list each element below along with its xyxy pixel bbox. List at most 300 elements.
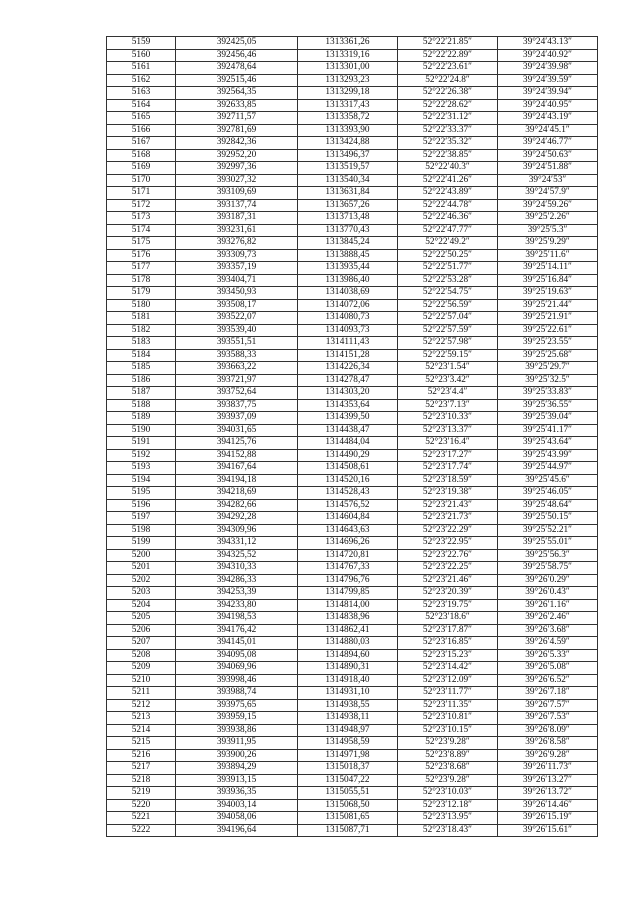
point-number-cell: 5219 — [107, 787, 176, 800]
longitude-cell: 39°25′29.7″ — [498, 362, 598, 375]
x-coordinate-cell: 394095,08 — [176, 649, 298, 662]
x-coordinate-cell: 393187,31 — [176, 212, 298, 225]
x-coordinate-cell: 392425,05 — [176, 37, 298, 50]
latitude-cell: 52°22′56.59″ — [398, 299, 498, 312]
table-row — [107, 537, 598, 550]
x-coordinate-cell: 394145,01 — [176, 637, 298, 650]
longitude-cell: 39°24′43.19″ — [498, 112, 598, 125]
point-number-cell: 5188 — [107, 399, 176, 412]
x-coordinate-cell: 393988,74 — [176, 687, 298, 700]
x-coordinate-cell: 393539,40 — [176, 324, 298, 337]
longitude-cell: 39°24′40.95″ — [498, 99, 598, 112]
y-coordinate-cell: 1314971,98 — [298, 749, 398, 762]
x-coordinate-cell: 392456,46 — [176, 49, 298, 62]
table-row — [107, 249, 598, 262]
table-row — [107, 274, 598, 287]
longitude-cell: 39°24′57.9″ — [498, 187, 598, 200]
latitude-cell: 52°22′35.32″ — [398, 137, 498, 150]
table-row — [107, 599, 598, 612]
latitude-cell: 52°23′8.68″ — [398, 762, 498, 775]
y-coordinate-cell: 1314720,81 — [298, 549, 398, 562]
y-coordinate-cell: 1313361,26 — [298, 37, 398, 50]
x-coordinate-cell: 392564,35 — [176, 87, 298, 100]
y-coordinate-cell: 1314880,03 — [298, 637, 398, 650]
longitude-cell: 39°25′36.55″ — [498, 399, 598, 412]
y-coordinate-cell: 1313293,23 — [298, 74, 398, 87]
point-number-cell: 5191 — [107, 437, 176, 450]
x-coordinate-cell: 393975,65 — [176, 699, 298, 712]
latitude-cell: 52°23′21.43″ — [398, 499, 498, 512]
longitude-cell: 39°25′32.5″ — [498, 374, 598, 387]
longitude-cell: 39°25′33.83″ — [498, 387, 598, 400]
longitude-cell: 39°24′40.92″ — [498, 49, 598, 62]
y-coordinate-cell: 1314111,43 — [298, 337, 398, 350]
point-number-cell: 5167 — [107, 137, 176, 150]
latitude-cell: 52°23′10.15″ — [398, 724, 498, 737]
y-coordinate-cell: 1314226,34 — [298, 362, 398, 375]
x-coordinate-cell: 393508,17 — [176, 299, 298, 312]
latitude-cell: 52°22′40.3″ — [398, 162, 498, 175]
table-row — [107, 612, 598, 625]
point-number-cell: 5222 — [107, 824, 176, 837]
y-coordinate-cell: 1313424,88 — [298, 137, 398, 150]
point-number-cell: 5199 — [107, 537, 176, 550]
x-coordinate-cell: 394253,39 — [176, 587, 298, 600]
point-number-cell: 5183 — [107, 337, 176, 350]
table-row — [107, 124, 598, 137]
point-number-cell: 5220 — [107, 799, 176, 812]
table-row — [107, 499, 598, 512]
x-coordinate-cell: 394031,65 — [176, 424, 298, 437]
y-coordinate-cell: 1313770,43 — [298, 224, 398, 237]
x-coordinate-cell: 393137,74 — [176, 199, 298, 212]
point-number-cell: 5169 — [107, 162, 176, 175]
longitude-cell: 39°25′58.75″ — [498, 562, 598, 575]
point-number-cell: 5187 — [107, 387, 176, 400]
point-number-cell: 5194 — [107, 474, 176, 487]
point-number-cell: 5172 — [107, 199, 176, 212]
point-number-cell: 5206 — [107, 624, 176, 637]
y-coordinate-cell: 1314093,73 — [298, 324, 398, 337]
x-coordinate-cell: 392711,57 — [176, 112, 298, 125]
latitude-cell: 52°23′22.95″ — [398, 537, 498, 550]
x-coordinate-cell: 394325,52 — [176, 549, 298, 562]
y-coordinate-cell: 1314918,40 — [298, 674, 398, 687]
point-number-cell: 5216 — [107, 749, 176, 762]
point-number-cell: 5221 — [107, 812, 176, 825]
longitude-cell: 39°25′5.3″ — [498, 224, 598, 237]
table-row — [107, 449, 598, 462]
longitude-cell: 39°24′43.13″ — [498, 37, 598, 50]
longitude-cell: 39°25′43.99″ — [498, 449, 598, 462]
y-coordinate-cell: 1314799,85 — [298, 587, 398, 600]
table-row — [107, 324, 598, 337]
latitude-cell: 52°22′54.75″ — [398, 287, 498, 300]
y-coordinate-cell: 1315018,37 — [298, 762, 398, 775]
point-number-cell: 5201 — [107, 562, 176, 575]
x-coordinate-cell: 394194,18 — [176, 474, 298, 487]
point-number-cell: 5166 — [107, 124, 176, 137]
y-coordinate-cell: 1314520,16 — [298, 474, 398, 487]
latitude-cell: 52°23′15.23″ — [398, 649, 498, 662]
longitude-cell: 39°24′39.59″ — [498, 74, 598, 87]
table-row — [107, 649, 598, 662]
y-coordinate-cell: 1313319,16 — [298, 49, 398, 62]
point-number-cell: 5193 — [107, 462, 176, 475]
point-number-cell: 5160 — [107, 49, 176, 62]
table-row — [107, 362, 598, 375]
table-row — [107, 137, 598, 150]
y-coordinate-cell: 1314303,20 — [298, 387, 398, 400]
latitude-cell: 52°22′57.98″ — [398, 337, 498, 350]
table-row — [107, 437, 598, 450]
latitude-cell: 52°23′16.85″ — [398, 637, 498, 650]
latitude-cell: 52°23′13.37″ — [398, 424, 498, 437]
point-number-cell: 5180 — [107, 299, 176, 312]
table-row — [107, 399, 598, 412]
latitude-cell: 52°22′47.77″ — [398, 224, 498, 237]
latitude-cell: 52°23′3.42″ — [398, 374, 498, 387]
table-row — [107, 187, 598, 200]
y-coordinate-cell: 1313358,72 — [298, 112, 398, 125]
point-number-cell: 5208 — [107, 649, 176, 662]
x-coordinate-cell: 393913,15 — [176, 774, 298, 787]
x-coordinate-cell: 393752,64 — [176, 387, 298, 400]
table-row — [107, 424, 598, 437]
coordinates-table — [106, 36, 598, 837]
table-row — [107, 374, 598, 387]
point-number-cell: 5168 — [107, 149, 176, 162]
point-number-cell: 5213 — [107, 712, 176, 725]
longitude-cell: 39°24′51.88″ — [498, 162, 598, 175]
longitude-cell: 39°25′56.3″ — [498, 549, 598, 562]
x-coordinate-cell: 393551,51 — [176, 337, 298, 350]
point-number-cell: 5174 — [107, 224, 176, 237]
latitude-cell: 52°23′19.75″ — [398, 599, 498, 612]
y-coordinate-cell: 1313393,90 — [298, 124, 398, 137]
latitude-cell: 52°23′1.54″ — [398, 362, 498, 375]
longitude-cell: 39°24′39.98″ — [498, 62, 598, 75]
latitude-cell: 52°23′18.59″ — [398, 474, 498, 487]
table-row — [107, 774, 598, 787]
x-coordinate-cell: 394198,53 — [176, 612, 298, 625]
coordinates-table-body — [107, 37, 598, 837]
latitude-cell: 52°22′59.15″ — [398, 349, 498, 362]
y-coordinate-cell: 1314948,97 — [298, 724, 398, 737]
longitude-cell: 39°26′15.61″ — [498, 824, 598, 837]
y-coordinate-cell: 1313713,48 — [298, 212, 398, 225]
longitude-cell: 39°24′59.26″ — [498, 199, 598, 212]
y-coordinate-cell: 1313317,43 — [298, 99, 398, 112]
x-coordinate-cell: 393588,33 — [176, 349, 298, 362]
point-number-cell: 5173 — [107, 212, 176, 225]
x-coordinate-cell: 393404,71 — [176, 274, 298, 287]
point-number-cell: 5207 — [107, 637, 176, 650]
latitude-cell: 52°23′12.09″ — [398, 674, 498, 687]
x-coordinate-cell: 394233,80 — [176, 599, 298, 612]
y-coordinate-cell: 1314353,64 — [298, 399, 398, 412]
table-row — [107, 587, 598, 600]
table-row — [107, 199, 598, 212]
point-number-cell: 5202 — [107, 574, 176, 587]
longitude-cell: 39°26′13.27″ — [498, 774, 598, 787]
longitude-cell: 39°26′7.53″ — [498, 712, 598, 725]
table-row — [107, 412, 598, 425]
table-row — [107, 237, 598, 250]
longitude-cell: 39°26′8.58″ — [498, 737, 598, 750]
point-number-cell: 5165 — [107, 112, 176, 125]
point-number-cell: 5195 — [107, 487, 176, 500]
table-row — [107, 62, 598, 75]
x-coordinate-cell: 393938,86 — [176, 724, 298, 737]
longitude-cell: 39°25′41.17″ — [498, 424, 598, 437]
y-coordinate-cell: 1315055,51 — [298, 787, 398, 800]
x-coordinate-cell: 393450,93 — [176, 287, 298, 300]
y-coordinate-cell: 1314796,76 — [298, 574, 398, 587]
latitude-cell: 52°22′21.85″ — [398, 37, 498, 50]
y-coordinate-cell: 1314862,41 — [298, 624, 398, 637]
longitude-cell: 39°26′2.46″ — [498, 612, 598, 625]
table-row — [107, 724, 598, 737]
y-coordinate-cell: 1314151,28 — [298, 349, 398, 362]
table-row — [107, 287, 598, 300]
table-row — [107, 87, 598, 100]
table-row — [107, 549, 598, 562]
table-row — [107, 824, 598, 837]
table-row — [107, 687, 598, 700]
y-coordinate-cell: 1314399,50 — [298, 412, 398, 425]
x-coordinate-cell: 393937,09 — [176, 412, 298, 425]
point-number-cell: 5182 — [107, 324, 176, 337]
table-row — [107, 487, 598, 500]
point-number-cell: 5204 — [107, 599, 176, 612]
table-row — [107, 262, 598, 275]
longitude-cell: 39°24′53″ — [498, 174, 598, 187]
latitude-cell: 52°23′18.43″ — [398, 824, 498, 837]
longitude-cell: 39°25′14.11″ — [498, 262, 598, 275]
longitude-cell: 39°25′19.63″ — [498, 287, 598, 300]
latitude-cell: 52°22′41.26″ — [398, 174, 498, 187]
table-row — [107, 662, 598, 675]
y-coordinate-cell: 1313657,26 — [298, 199, 398, 212]
point-number-cell: 5196 — [107, 499, 176, 512]
y-coordinate-cell: 1313845,24 — [298, 237, 398, 250]
x-coordinate-cell: 393027,32 — [176, 174, 298, 187]
latitude-cell: 52°23′13.95″ — [398, 812, 498, 825]
table-row — [107, 462, 598, 475]
longitude-cell: 39°25′16.84″ — [498, 274, 598, 287]
table-row — [107, 749, 598, 762]
point-number-cell: 5171 — [107, 187, 176, 200]
y-coordinate-cell: 1314938,11 — [298, 712, 398, 725]
table-row — [107, 699, 598, 712]
latitude-cell: 52°23′17.74″ — [398, 462, 498, 475]
x-coordinate-cell: 393663,22 — [176, 362, 298, 375]
latitude-cell: 52°22′51.77″ — [398, 262, 498, 275]
point-number-cell: 5159 — [107, 37, 176, 50]
latitude-cell: 52°23′12.18″ — [398, 799, 498, 812]
latitude-cell: 52°23′21.46″ — [398, 574, 498, 587]
latitude-cell: 52°22′22.89″ — [398, 49, 498, 62]
point-number-cell: 5214 — [107, 724, 176, 737]
y-coordinate-cell: 1314508,61 — [298, 462, 398, 475]
point-number-cell: 5185 — [107, 362, 176, 375]
point-number-cell: 5197 — [107, 512, 176, 525]
y-coordinate-cell: 1314278,47 — [298, 374, 398, 387]
x-coordinate-cell: 392997,36 — [176, 162, 298, 175]
longitude-cell: 39°26′8.09″ — [498, 724, 598, 737]
point-number-cell: 5189 — [107, 412, 176, 425]
y-coordinate-cell: 1314438,47 — [298, 424, 398, 437]
longitude-cell: 39°25′46.05″ — [498, 487, 598, 500]
y-coordinate-cell: 1314938,55 — [298, 699, 398, 712]
longitude-cell: 39°25′9.29″ — [498, 237, 598, 250]
latitude-cell: 52°23′14.42″ — [398, 662, 498, 675]
y-coordinate-cell: 1314038,69 — [298, 287, 398, 300]
latitude-cell: 52°23′22.25″ — [398, 562, 498, 575]
point-number-cell: 5162 — [107, 74, 176, 87]
longitude-cell: 39°25′48.64″ — [498, 499, 598, 512]
point-number-cell: 5181 — [107, 312, 176, 325]
y-coordinate-cell: 1313888,45 — [298, 249, 398, 262]
point-number-cell: 5200 — [107, 549, 176, 562]
x-coordinate-cell: 394292,28 — [176, 512, 298, 525]
x-coordinate-cell: 393357,19 — [176, 262, 298, 275]
x-coordinate-cell: 393998,46 — [176, 674, 298, 687]
longitude-cell: 39°24′39.94″ — [498, 87, 598, 100]
x-coordinate-cell: 394331,12 — [176, 537, 298, 550]
latitude-cell: 52°23′11.77″ — [398, 687, 498, 700]
longitude-cell: 39°25′50.15″ — [498, 512, 598, 525]
y-coordinate-cell: 1313935,44 — [298, 262, 398, 275]
y-coordinate-cell: 1314643,63 — [298, 524, 398, 537]
point-number-cell: 5218 — [107, 774, 176, 787]
longitude-cell: 39°25′39.04″ — [498, 412, 598, 425]
latitude-cell: 52°23′10.03″ — [398, 787, 498, 800]
longitude-cell: 39°25′23.55″ — [498, 337, 598, 350]
y-coordinate-cell: 1314604,84 — [298, 512, 398, 525]
x-coordinate-cell: 392952,20 — [176, 149, 298, 162]
y-coordinate-cell: 1314814,00 — [298, 599, 398, 612]
latitude-cell: 52°22′33.37″ — [398, 124, 498, 137]
point-number-cell: 5186 — [107, 374, 176, 387]
x-coordinate-cell: 393837,75 — [176, 399, 298, 412]
longitude-cell: 39°26′4.59″ — [498, 637, 598, 650]
table-row — [107, 99, 598, 112]
table-row — [107, 49, 598, 62]
table-row — [107, 674, 598, 687]
point-number-cell: 5177 — [107, 262, 176, 275]
y-coordinate-cell: 1313540,34 — [298, 174, 398, 187]
longitude-cell: 39°24′46.77″ — [498, 137, 598, 150]
longitude-cell: 39°26′6.52″ — [498, 674, 598, 687]
longitude-cell: 39°25′25.68″ — [498, 349, 598, 362]
latitude-cell: 52°22′23.61″ — [398, 62, 498, 75]
y-coordinate-cell: 1315047,22 — [298, 774, 398, 787]
x-coordinate-cell: 393900,26 — [176, 749, 298, 762]
latitude-cell: 52°23′16.4″ — [398, 437, 498, 450]
x-coordinate-cell: 394196,64 — [176, 824, 298, 837]
x-coordinate-cell: 392781,69 — [176, 124, 298, 137]
latitude-cell: 52°22′57.59″ — [398, 324, 498, 337]
y-coordinate-cell: 1315068,50 — [298, 799, 398, 812]
latitude-cell: 52°22′28.62″ — [398, 99, 498, 112]
y-coordinate-cell: 1314072,06 — [298, 299, 398, 312]
x-coordinate-cell: 394003,14 — [176, 799, 298, 812]
x-coordinate-cell: 394286,33 — [176, 574, 298, 587]
table-row — [107, 737, 598, 750]
y-coordinate-cell: 1313631,84 — [298, 187, 398, 200]
table-row — [107, 387, 598, 400]
x-coordinate-cell: 392633,85 — [176, 99, 298, 112]
point-number-cell: 5161 — [107, 62, 176, 75]
table-row — [107, 637, 598, 650]
x-coordinate-cell: 393231,61 — [176, 224, 298, 237]
latitude-cell: 52°22′43.89″ — [398, 187, 498, 200]
longitude-cell: 39°26′13.72″ — [498, 787, 598, 800]
longitude-cell: 39°26′14.46″ — [498, 799, 598, 812]
longitude-cell: 39°26′1.16″ — [498, 599, 598, 612]
y-coordinate-cell: 1315081,65 — [298, 812, 398, 825]
y-coordinate-cell: 1314576,52 — [298, 499, 398, 512]
longitude-cell: 39°26′7.18″ — [498, 687, 598, 700]
table-row — [107, 37, 598, 50]
longitude-cell: 39°26′15.19″ — [498, 812, 598, 825]
latitude-cell: 52°23′18.6″ — [398, 612, 498, 625]
longitude-cell: 39°26′11.73″ — [498, 762, 598, 775]
longitude-cell: 39°24′50.63″ — [498, 149, 598, 162]
x-coordinate-cell: 394152,88 — [176, 449, 298, 462]
point-number-cell: 5184 — [107, 349, 176, 362]
x-coordinate-cell: 393109,69 — [176, 187, 298, 200]
table-row — [107, 162, 598, 175]
latitude-cell: 52°22′57.04″ — [398, 312, 498, 325]
y-coordinate-cell: 1314894,60 — [298, 649, 398, 662]
table-row — [107, 574, 598, 587]
point-number-cell: 5205 — [107, 612, 176, 625]
point-number-cell: 5203 — [107, 587, 176, 600]
latitude-cell: 52°22′46.36″ — [398, 212, 498, 225]
y-coordinate-cell: 1314890,31 — [298, 662, 398, 675]
longitude-cell: 39°26′7.57″ — [498, 699, 598, 712]
x-coordinate-cell: 394309,96 — [176, 524, 298, 537]
point-number-cell: 5175 — [107, 237, 176, 250]
x-coordinate-cell: 393522,07 — [176, 312, 298, 325]
longitude-cell: 39°25′43.64″ — [498, 437, 598, 450]
table-row — [107, 74, 598, 87]
table-row — [107, 474, 598, 487]
table-row — [107, 224, 598, 237]
latitude-cell: 52°22′50.25″ — [398, 249, 498, 262]
y-coordinate-cell: 1313496,37 — [298, 149, 398, 162]
latitude-cell: 52°22′31.12″ — [398, 112, 498, 125]
latitude-cell: 52°22′26.38″ — [398, 87, 498, 100]
x-coordinate-cell: 394176,42 — [176, 624, 298, 637]
x-coordinate-cell: 393936,35 — [176, 787, 298, 800]
y-coordinate-cell: 1314838,96 — [298, 612, 398, 625]
longitude-cell: 39°25′2.26″ — [498, 212, 598, 225]
latitude-cell: 52°23′8.89″ — [398, 749, 498, 762]
point-number-cell: 5192 — [107, 449, 176, 462]
y-coordinate-cell: 1313519,57 — [298, 162, 398, 175]
y-coordinate-cell: 1314767,33 — [298, 562, 398, 575]
latitude-cell: 52°23′22.29″ — [398, 524, 498, 537]
longitude-cell: 39°26′0.43″ — [498, 587, 598, 600]
point-number-cell: 5212 — [107, 699, 176, 712]
latitude-cell: 52°23′17.87″ — [398, 624, 498, 637]
y-coordinate-cell: 1314484,04 — [298, 437, 398, 450]
longitude-cell: 39°26′9.28″ — [498, 749, 598, 762]
